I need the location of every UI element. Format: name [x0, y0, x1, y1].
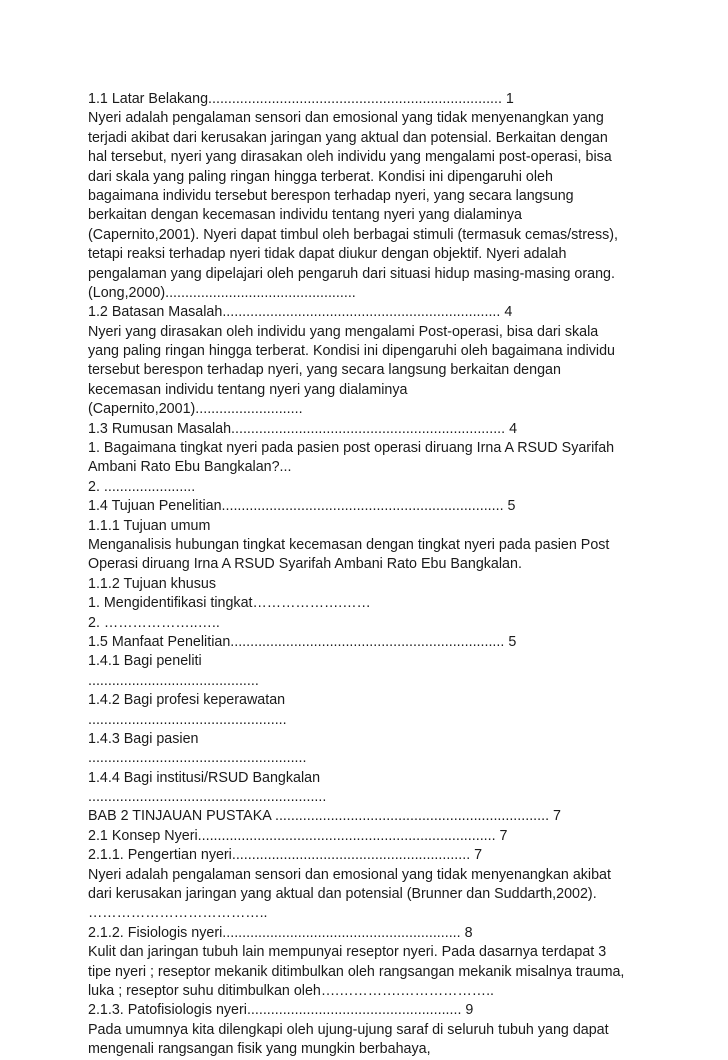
- text-line: 2. ………………..…..: [88, 614, 220, 631]
- text-line: (Capernito,2001)...........................: [88, 401, 303, 418]
- text-line: 1.1 Latar Belakang.......................................................................... 1: [88, 91, 514, 107]
- text-line: Nyeri adalah pengalaman sensori dan emosional yang tidak menyenangkan yang: [88, 110, 604, 127]
- text-line: 1.2 Batasan Masalah...................................................................... 4: [88, 304, 513, 321]
- text-line: bagaimana individu tersebut berespon terhadap nyeri, yang secara langsung: [88, 187, 574, 204]
- text-line: 1.4 Tujuan Penelitian....................................................................... 5: [88, 498, 516, 515]
- text-line: mengenali rangsangan fisik yang mungkin berbahaya,: [88, 1041, 431, 1058]
- text-line: terjadi akibat dari kerusakan jaringan yang aktual dan potensial. Berkaitan dengan: [88, 129, 608, 146]
- text-line: 1.4.1 Bagi peneliti: [88, 653, 202, 670]
- text-line: 1.4.4 Bagi institusi/RSUD Bangkalan: [88, 769, 321, 786]
- text-line: yang paling ringan hingga terberat. Kondisi ini dipengaruhi oleh bagaimana individu: [88, 343, 615, 360]
- text-line: ............................................................: [88, 789, 327, 806]
- text-line: hal tersebut, nyeri yang dirasakan oleh individu yang mengalami post-operasi, bisa: [88, 149, 612, 166]
- text-line: BAB 2 TINJAUAN PUSTAKA ..................................................................... 7: [88, 808, 561, 825]
- text-line: 2. .......................: [88, 478, 196, 495]
- text-line: ...........................................: [88, 672, 259, 689]
- text-line: tersebut berespon terhadap nyeri, yang secara langsung berkaitan dengan: [88, 362, 561, 379]
- text-line: Kulit dan jaringan tubuh lain mempunyai reseptor nyeri. Pada dasarnya terdapat 3: [88, 944, 607, 961]
- text-line: Menganalisis hubungan tingkat kecemasan dengan tingkat nyeri pada pasien Post: [88, 536, 610, 553]
- text-line: ..................................................: [88, 711, 287, 728]
- text-line: (Long,2000)................................................: [88, 284, 356, 301]
- text-line: 1.1.1 Tujuan umum: [88, 517, 211, 534]
- text-line: Nyeri yang dirasakan oleh individu yang mengalami Post-operasi, bisa dari skala: [88, 323, 599, 340]
- text-line: 1. Bagaimana tingkat nyeri pada pasien post operasi diruang Irna A RSUD Syarifah: [88, 440, 615, 457]
- document-text: [88, 90, 648, 1060]
- text-line: 1.1.2 Tujuan khusus: [88, 575, 216, 592]
- text-line: dari kerusakan jaringan yang aktual dan potensial (Brunner dan Suddarth,2002).: [88, 886, 597, 903]
- text-line: Operasi diruang Irna A RSUD Syarifah Ambani Rato Ebu Bangkalan.: [88, 556, 522, 573]
- text-line: 2.1.2. Fisiologis nyeri............................................................ 8: [88, 924, 473, 941]
- text-line: (Capernito,2001). Nyeri dapat timbul oleh berbagai stimuli (termasuk cemas/stress),: [88, 226, 618, 243]
- text-line: tipe nyeri ; reseptor mekanik ditimbulkan oleh rangsangan mekanik misalnya trauma,: [88, 963, 625, 980]
- text-line: ………………………………..: [88, 905, 268, 922]
- text-line: dari skala yang paling ringan hingga terberat. Kondisi ini dipengaruhi oleh: [88, 168, 553, 185]
- text-line: pengalaman yang dipelajari oleh pengaruh dari situasi hidup masing-masing orang.: [88, 265, 615, 282]
- text-line: 1. Mengidentifikasi tingkat……………….……: [88, 595, 371, 612]
- text-line: 2.1.1. Pengertian nyeri............................................................ 7: [88, 847, 483, 864]
- text-line: berkaitan dengan kecemasan individu tentang nyeri yang dialaminya: [88, 207, 522, 224]
- text-line: kecemasan individu tentang nyeri yang dialaminya: [88, 381, 408, 398]
- text-line: 1.4.2 Bagi profesi keperawatan: [88, 692, 286, 709]
- text-line: 1.5 Manfaat Penelitian..................................................................... 5: [88, 633, 517, 650]
- text-line: Nyeri adalah pengalaman sensori dan emosional yang tidak menyenangkan akibat: [88, 866, 611, 883]
- text-line: 2.1.3. Patofisiologis nyeri...................................................... 9: [88, 1002, 474, 1019]
- text-line: .......................................................: [88, 750, 307, 767]
- text-line: Ambani Rato Ebu Bangkalan?...: [88, 459, 292, 476]
- text-line: 1.4.3 Bagi pasien: [88, 730, 199, 747]
- text-line: 1.3 Rumusan Masalah..................................................................... 4: [88, 420, 518, 437]
- text-line: luka ; reseptor suhu ditimbulkan oleh….………….………………..: [88, 982, 495, 999]
- text-line: Pada umumnya kita dilengkapi oleh ujung-ujung saraf di seluruh tubuh yang dapat: [88, 1021, 609, 1038]
- text-line: tetapi reaksi terhadap nyeri tidak dapat diukur dengan objektif. Nyeri adalah: [88, 246, 567, 263]
- text-line: 2.1 Konsep Nyeri........................................................................... 7: [88, 827, 508, 844]
